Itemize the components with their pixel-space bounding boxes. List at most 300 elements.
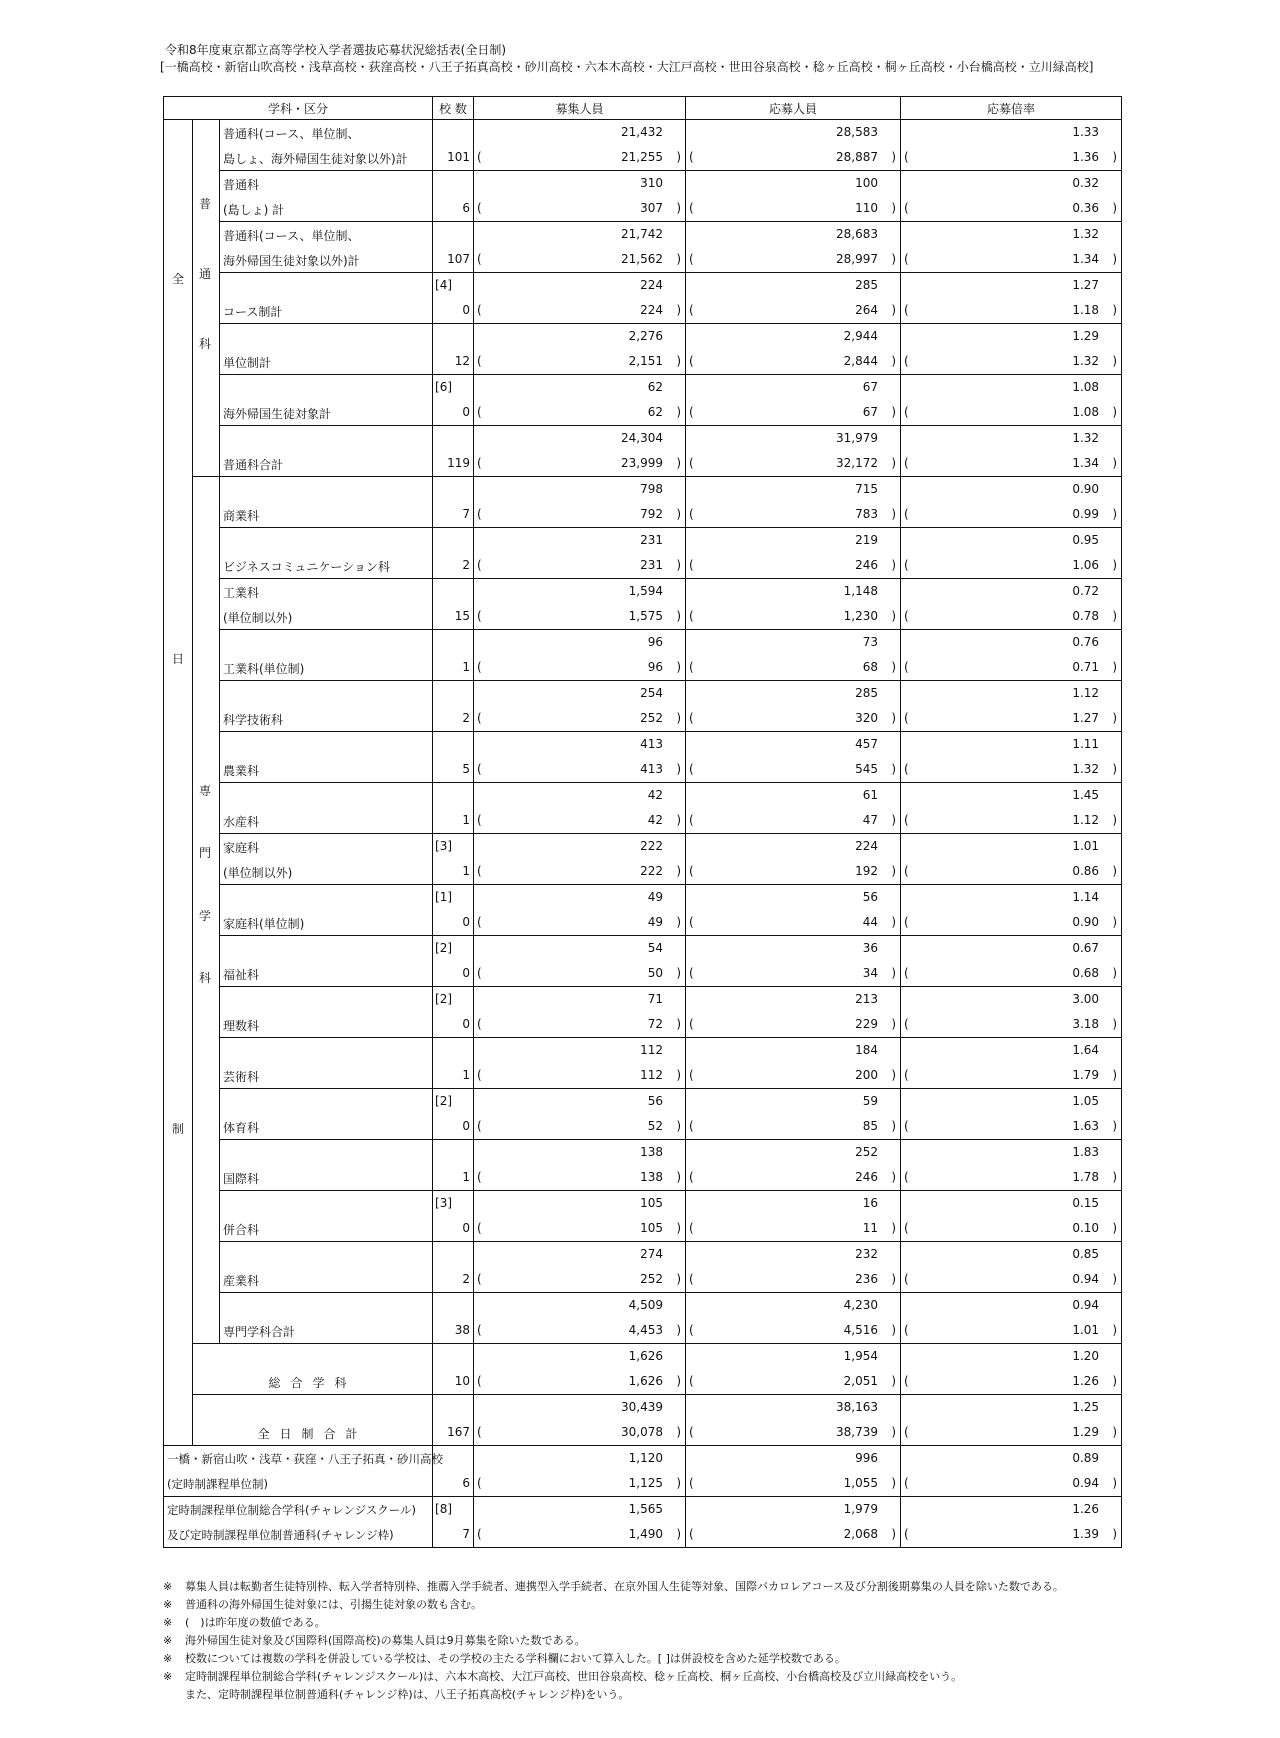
capacity-current: 24,304 xyxy=(621,431,664,445)
paren-open: ( xyxy=(477,1272,482,1286)
ratio-previous-year: 1.78 xyxy=(1072,1170,1100,1184)
capacity-current: 4,509 xyxy=(628,1298,664,1312)
table-row xyxy=(164,885,1122,936)
capacity-current: 30,439 xyxy=(621,1400,664,1414)
paren-open: ( xyxy=(904,1272,909,1286)
paren-open: ( xyxy=(904,711,909,725)
row-label-line2: 産業科 xyxy=(223,1274,260,1288)
vertical-char: 学 xyxy=(199,909,212,923)
capacity-previous-year: 50 xyxy=(647,966,664,980)
school-count: 1 xyxy=(462,864,471,878)
paren-open: ( xyxy=(477,1221,482,1235)
ratio-cell xyxy=(901,375,1122,426)
table-row xyxy=(164,1497,1122,1548)
paren-close: ) xyxy=(891,609,897,623)
paren-open: ( xyxy=(689,609,694,623)
applicants-current: 715 xyxy=(855,482,879,496)
paren-open: ( xyxy=(904,456,909,470)
paren-close: ) xyxy=(676,660,682,674)
paren-close: ) xyxy=(1112,405,1118,419)
paren-close: ) xyxy=(891,1425,897,1439)
paren-close: ) xyxy=(891,456,897,470)
applicants-cell xyxy=(686,1191,901,1242)
table-row xyxy=(164,987,1122,1038)
school-count: 6 xyxy=(462,201,471,215)
applicants-current: 224 xyxy=(855,839,879,853)
specialized-course-group-label xyxy=(193,477,220,1344)
capacity-current: 310 xyxy=(640,176,664,190)
capacity-current: 224 xyxy=(640,278,664,292)
paren-open: ( xyxy=(904,660,909,674)
paren-close: ) xyxy=(1112,711,1118,725)
ratio-cell xyxy=(901,885,1122,936)
ratio-cell xyxy=(901,426,1122,477)
row-label-line1: 定時制課程単位制総合学科(チャレンジスクール) xyxy=(167,1503,416,1517)
paren-close: ) xyxy=(891,405,897,419)
capacity-previous-year: 2,151 xyxy=(628,354,664,368)
paren-close: ) xyxy=(1112,354,1118,368)
applicants-previous-year: 1,230 xyxy=(843,609,879,623)
capacity-current: 96 xyxy=(647,635,664,649)
capacity-cell xyxy=(474,1089,686,1140)
paren-close: ) xyxy=(891,1119,897,1133)
paren-close: ) xyxy=(891,252,897,266)
paren-close: ) xyxy=(891,1476,897,1490)
capacity-cell xyxy=(474,477,686,528)
applicants-previous-year: 11 xyxy=(862,1221,879,1235)
capacity-current: 1,120 xyxy=(628,1451,664,1465)
applicants-previous-year: 44 xyxy=(862,915,879,929)
ratio-previous-year: 1.36 xyxy=(1072,150,1100,164)
paren-open: ( xyxy=(689,1527,694,1541)
ratio-previous-year: 1.06 xyxy=(1072,558,1100,572)
school-count-cell xyxy=(433,732,474,783)
ratio-cell xyxy=(901,1395,1122,1446)
applicants-cell xyxy=(686,630,901,681)
school-count: 2 xyxy=(462,558,471,572)
ratio-current: 1.25 xyxy=(1072,1400,1100,1414)
applicants-current: 252 xyxy=(855,1145,879,1159)
row-label-line1: 家庭科 xyxy=(223,841,260,855)
paren-open: ( xyxy=(904,405,909,419)
capacity-cell xyxy=(474,222,686,273)
paren-close: ) xyxy=(1112,1374,1118,1388)
paren-open: ( xyxy=(477,609,482,623)
row-label-line2: 全日制合計 xyxy=(257,1427,368,1441)
paren-close: ) xyxy=(891,1272,897,1286)
row-label-line2: (単位制以外) xyxy=(223,866,293,880)
paren-close: ) xyxy=(1112,660,1118,674)
paren-close: ) xyxy=(1112,201,1118,215)
paren-close: ) xyxy=(891,201,897,215)
school-count: 7 xyxy=(462,507,471,521)
extended-school-count: [2] xyxy=(435,941,453,955)
table-row xyxy=(164,477,1122,528)
ratio-cell xyxy=(901,1242,1122,1293)
school-count: 12 xyxy=(454,354,471,368)
paren-close: ) xyxy=(676,864,682,878)
paren-close: ) xyxy=(891,864,897,878)
school-count: 0 xyxy=(462,1119,471,1133)
school-count: 107 xyxy=(447,252,471,266)
paren-close: ) xyxy=(891,1221,897,1235)
footnote xyxy=(163,1632,1064,1650)
footnote-mark: ※ xyxy=(163,1580,173,1593)
paren-close: ) xyxy=(1112,1476,1118,1490)
applicants-cell xyxy=(686,834,901,885)
paren-open: ( xyxy=(689,1425,694,1439)
header-schools: 校 数 xyxy=(433,97,474,120)
paren-open: ( xyxy=(904,507,909,521)
capacity-cell xyxy=(474,528,686,579)
ratio-current: 0.95 xyxy=(1072,533,1100,547)
capacity-current: 62 xyxy=(647,380,664,394)
applicants-previous-year: 545 xyxy=(855,762,879,776)
capacity-previous-year: 30,078 xyxy=(621,1425,664,1439)
ratio-cell xyxy=(901,987,1122,1038)
ratio-current: 0.76 xyxy=(1072,635,1100,649)
row-label xyxy=(220,936,433,987)
applicants-current: 59 xyxy=(862,1094,879,1108)
row-label-line2: 工業科(単位制) xyxy=(223,662,305,676)
capacity-cell xyxy=(474,834,686,885)
table-row xyxy=(164,324,1122,375)
capacity-current: 231 xyxy=(640,533,664,547)
school-count-cell xyxy=(433,477,474,528)
capacity-cell xyxy=(474,273,686,324)
ratio-cell xyxy=(901,171,1122,222)
ratio-cell xyxy=(901,477,1122,528)
paren-close: ) xyxy=(676,813,682,827)
table-row xyxy=(164,1242,1122,1293)
row-label xyxy=(220,324,433,375)
paren-close: ) xyxy=(676,966,682,980)
paren-open: ( xyxy=(689,201,694,215)
applicants-current: 4,230 xyxy=(843,1298,879,1312)
applicants-cell xyxy=(686,732,901,783)
vertical-char: 普 xyxy=(199,197,212,211)
capacity-previous-year: 49 xyxy=(647,915,664,929)
row-label xyxy=(220,273,433,324)
capacity-current: 798 xyxy=(640,482,664,496)
applicants-previous-year: 320 xyxy=(855,711,879,725)
paren-close: ) xyxy=(676,303,682,317)
paren-close: ) xyxy=(891,711,897,725)
paren-open: ( xyxy=(477,915,482,929)
ratio-previous-year: 1.32 xyxy=(1072,354,1100,368)
paren-close: ) xyxy=(891,558,897,572)
school-count-cell xyxy=(433,1038,474,1089)
row-label-line1: 普通科(コース、単位制、 xyxy=(223,127,360,141)
capacity-cell xyxy=(474,171,686,222)
paren-close: ) xyxy=(891,303,897,317)
applicants-previous-year: 264 xyxy=(855,303,879,317)
paren-open: ( xyxy=(477,405,482,419)
paren-open: ( xyxy=(904,813,909,827)
capacity-previous-year: 52 xyxy=(647,1119,664,1133)
ratio-current: 0.32 xyxy=(1072,176,1100,190)
row-label-line1: 普通科 xyxy=(223,178,260,192)
row-label xyxy=(220,477,433,528)
capacity-current: 2,276 xyxy=(628,329,664,343)
table-row xyxy=(164,120,1122,171)
paren-open: ( xyxy=(904,1374,909,1388)
header-capacity: 募集人員 xyxy=(474,97,686,120)
paren-open: ( xyxy=(689,507,694,521)
paren-close: ) xyxy=(1112,1323,1118,1337)
ratio-previous-year: 1.34 xyxy=(1072,252,1100,266)
paren-open: ( xyxy=(689,354,694,368)
ratio-current: 1.33 xyxy=(1072,125,1100,139)
paren-close: ) xyxy=(676,609,682,623)
ratio-current: 1.32 xyxy=(1072,227,1100,241)
school-count: 0 xyxy=(462,1221,471,1235)
ratio-cell xyxy=(901,273,1122,324)
school-count: 101 xyxy=(447,150,471,164)
row-label-line2: 芸術科 xyxy=(223,1070,260,1084)
row-label xyxy=(220,987,433,1038)
row-label xyxy=(220,1242,433,1293)
footnote-mark: ※ xyxy=(163,1634,173,1647)
paren-open: ( xyxy=(477,252,482,266)
paren-open: ( xyxy=(477,1017,482,1031)
row-label-line2: 科学技術科 xyxy=(223,713,284,727)
vertical-char: 全 xyxy=(172,272,185,286)
applicants-previous-year: 2,068 xyxy=(843,1527,879,1541)
row-label-line2: 海外帰国生徒対象計 xyxy=(223,407,332,421)
paren-open: ( xyxy=(904,1425,909,1439)
applicants-previous-year: 28,887 xyxy=(836,150,879,164)
applicants-current: 213 xyxy=(855,992,879,1006)
paren-close: ) xyxy=(1112,762,1118,776)
capacity-previous-year: 4,453 xyxy=(628,1323,664,1337)
applicants-cell xyxy=(686,579,901,630)
paren-close: ) xyxy=(1112,1068,1118,1082)
applicants-current: 16 xyxy=(862,1196,879,1210)
paren-close: ) xyxy=(676,1221,682,1235)
paren-open: ( xyxy=(904,1170,909,1184)
ratio-current: 1.83 xyxy=(1072,1145,1100,1159)
table-header-row xyxy=(164,97,1122,120)
paren-close: ) xyxy=(676,1425,682,1439)
row-label xyxy=(220,885,433,936)
capacity-cell xyxy=(474,120,686,171)
ratio-cell xyxy=(901,222,1122,273)
school-count: 0 xyxy=(462,405,471,419)
ratio-previous-year: 1.79 xyxy=(1072,1068,1100,1082)
row-label-line2: 専門学科合計 xyxy=(223,1325,296,1339)
paren-open: ( xyxy=(477,1527,482,1541)
paren-close: ) xyxy=(1112,915,1118,929)
capacity-cell xyxy=(474,681,686,732)
paren-close: ) xyxy=(676,558,682,572)
paren-close: ) xyxy=(676,252,682,266)
ratio-previous-year: 1.32 xyxy=(1072,762,1100,776)
paren-close: ) xyxy=(676,405,682,419)
row-label-line2: 農業科 xyxy=(223,764,260,778)
applicants-previous-year: 85 xyxy=(862,1119,879,1133)
paren-open: ( xyxy=(689,558,694,572)
applicants-current: 184 xyxy=(855,1043,879,1057)
row-label xyxy=(220,426,433,477)
paren-open: ( xyxy=(904,1221,909,1235)
application-summary-table xyxy=(163,96,1122,1548)
row-label xyxy=(220,1038,433,1089)
paren-open: ( xyxy=(689,1068,694,1082)
full-time-group-label xyxy=(164,120,193,1446)
paren-open: ( xyxy=(904,1476,909,1490)
paren-close: ) xyxy=(1112,864,1118,878)
paren-open: ( xyxy=(477,1425,482,1439)
paren-close: ) xyxy=(891,813,897,827)
school-count: 1 xyxy=(462,1068,471,1082)
row-label-line2: 国際科 xyxy=(223,1172,260,1186)
school-count: 6 xyxy=(462,1476,471,1490)
applicants-cell xyxy=(686,222,901,273)
ratio-cell xyxy=(901,579,1122,630)
ratio-current: 0.15 xyxy=(1072,1196,1100,1210)
school-count-cell xyxy=(433,324,474,375)
table-row xyxy=(164,375,1122,426)
row-label-line2: 体育科 xyxy=(223,1121,260,1135)
paren-open: ( xyxy=(477,1323,482,1337)
paren-open: ( xyxy=(689,966,694,980)
row-label-line1: 一橋・新宿山吹・浅草・荻窪・八王子拓真・砂川高校 xyxy=(167,1452,443,1466)
applicants-cell xyxy=(686,987,901,1038)
school-count-cell xyxy=(433,426,474,477)
capacity-previous-year: 252 xyxy=(640,711,664,725)
table-row xyxy=(164,834,1122,885)
school-count-cell xyxy=(433,120,474,171)
capacity-previous-year: 21,255 xyxy=(621,150,664,164)
paren-open: ( xyxy=(689,1221,694,1235)
applicants-cell xyxy=(686,1344,901,1395)
capacity-previous-year: 1,125 xyxy=(628,1476,664,1490)
paren-close: ) xyxy=(891,150,897,164)
capacity-previous-year: 224 xyxy=(640,303,664,317)
ratio-current: 3.00 xyxy=(1072,992,1100,1006)
applicants-cell xyxy=(686,528,901,579)
row-label xyxy=(220,579,433,630)
paren-close: ) xyxy=(1112,1017,1118,1031)
applicants-current: 219 xyxy=(855,533,879,547)
paren-close: ) xyxy=(676,201,682,215)
capacity-current: 1,565 xyxy=(628,1502,664,1516)
paren-close: ) xyxy=(1112,1272,1118,1286)
ratio-previous-year: 0.86 xyxy=(1072,864,1100,878)
school-count-cell xyxy=(433,1293,474,1344)
capacity-current: 71 xyxy=(647,992,664,1006)
capacity-cell xyxy=(474,426,686,477)
extended-school-count: [1] xyxy=(435,890,453,904)
applicants-cell xyxy=(686,1089,901,1140)
applicants-current: 1,954 xyxy=(843,1349,879,1363)
footnotes xyxy=(163,1578,1064,1704)
ratio-cell xyxy=(901,1293,1122,1344)
ratio-previous-year: 0.68 xyxy=(1072,966,1100,980)
vertical-char: 制 xyxy=(172,1122,185,1136)
paren-open: ( xyxy=(904,252,909,266)
paren-close: ) xyxy=(1112,456,1118,470)
applicants-previous-year: 4,516 xyxy=(843,1323,879,1337)
applicants-previous-year: 246 xyxy=(855,558,879,572)
vertical-char: 門 xyxy=(199,846,212,860)
row-label xyxy=(193,1344,433,1395)
paren-close: ) xyxy=(1112,1119,1118,1133)
applicants-cell xyxy=(686,936,901,987)
capacity-current: 413 xyxy=(640,737,664,751)
capacity-previous-year: 138 xyxy=(640,1170,664,1184)
paren-close: ) xyxy=(676,1527,682,1541)
paren-close: ) xyxy=(676,150,682,164)
footnote xyxy=(163,1596,1064,1614)
applicants-previous-year: 67 xyxy=(862,405,879,419)
paren-open: ( xyxy=(477,456,482,470)
ratio-cell xyxy=(901,732,1122,783)
row-label xyxy=(220,1191,433,1242)
paren-close: ) xyxy=(676,1374,682,1388)
school-count-cell xyxy=(433,273,474,324)
paren-open: ( xyxy=(477,354,482,368)
capacity-current: 254 xyxy=(640,686,664,700)
capacity-cell xyxy=(474,936,686,987)
table-row xyxy=(164,1089,1122,1140)
ratio-current: 0.67 xyxy=(1072,941,1100,955)
row-label xyxy=(220,222,433,273)
row-label-line2: 海外帰国生徒対象以外)計 xyxy=(223,254,360,268)
extended-school-count: [3] xyxy=(435,839,453,853)
extended-school-count: [3] xyxy=(435,1196,453,1210)
ratio-current: 0.72 xyxy=(1072,584,1100,598)
applicants-current: 996 xyxy=(855,1451,879,1465)
paren-open: ( xyxy=(904,558,909,572)
paren-open: ( xyxy=(689,1119,694,1133)
ratio-previous-year: 0.94 xyxy=(1072,1272,1100,1286)
school-count: 119 xyxy=(447,456,471,470)
applicants-cell xyxy=(686,273,901,324)
ratio-cell xyxy=(901,1344,1122,1395)
row-label-line1: 普通科(コース、単位制、 xyxy=(223,229,360,243)
paren-open: ( xyxy=(689,762,694,776)
school-count-cell xyxy=(433,222,474,273)
ratio-cell xyxy=(901,834,1122,885)
paren-open: ( xyxy=(689,303,694,317)
paren-close: ) xyxy=(1112,150,1118,164)
paren-close: ) xyxy=(676,354,682,368)
paren-open: ( xyxy=(904,1068,909,1082)
paren-open: ( xyxy=(477,864,482,878)
paren-close: ) xyxy=(676,1272,682,1286)
paren-open: ( xyxy=(689,1017,694,1031)
ratio-previous-year: 1.18 xyxy=(1072,303,1100,317)
capacity-cell xyxy=(474,1293,686,1344)
ratio-cell xyxy=(901,783,1122,834)
row-label-line2: 福祉科 xyxy=(223,968,260,982)
school-count: 0 xyxy=(462,303,471,317)
applicants-cell xyxy=(686,1446,901,1497)
ratio-current: 1.11 xyxy=(1072,737,1100,751)
school-count-cell xyxy=(433,375,474,426)
ratio-current: 1.08 xyxy=(1072,380,1100,394)
capacity-previous-year: 222 xyxy=(640,864,664,878)
paren-close: ) xyxy=(676,1476,682,1490)
ratio-previous-year: 1.39 xyxy=(1072,1527,1100,1541)
row-label-line2: 及び定時制課程単位制普通科(チャレンジ枠) xyxy=(167,1528,394,1542)
capacity-current: 49 xyxy=(647,890,664,904)
row-label-line2: 島しょ、海外帰国生徒対象以外)計 xyxy=(223,152,408,166)
row-label-line2: 家庭科(単位制) xyxy=(223,917,305,931)
paren-close: ) xyxy=(891,1170,897,1184)
